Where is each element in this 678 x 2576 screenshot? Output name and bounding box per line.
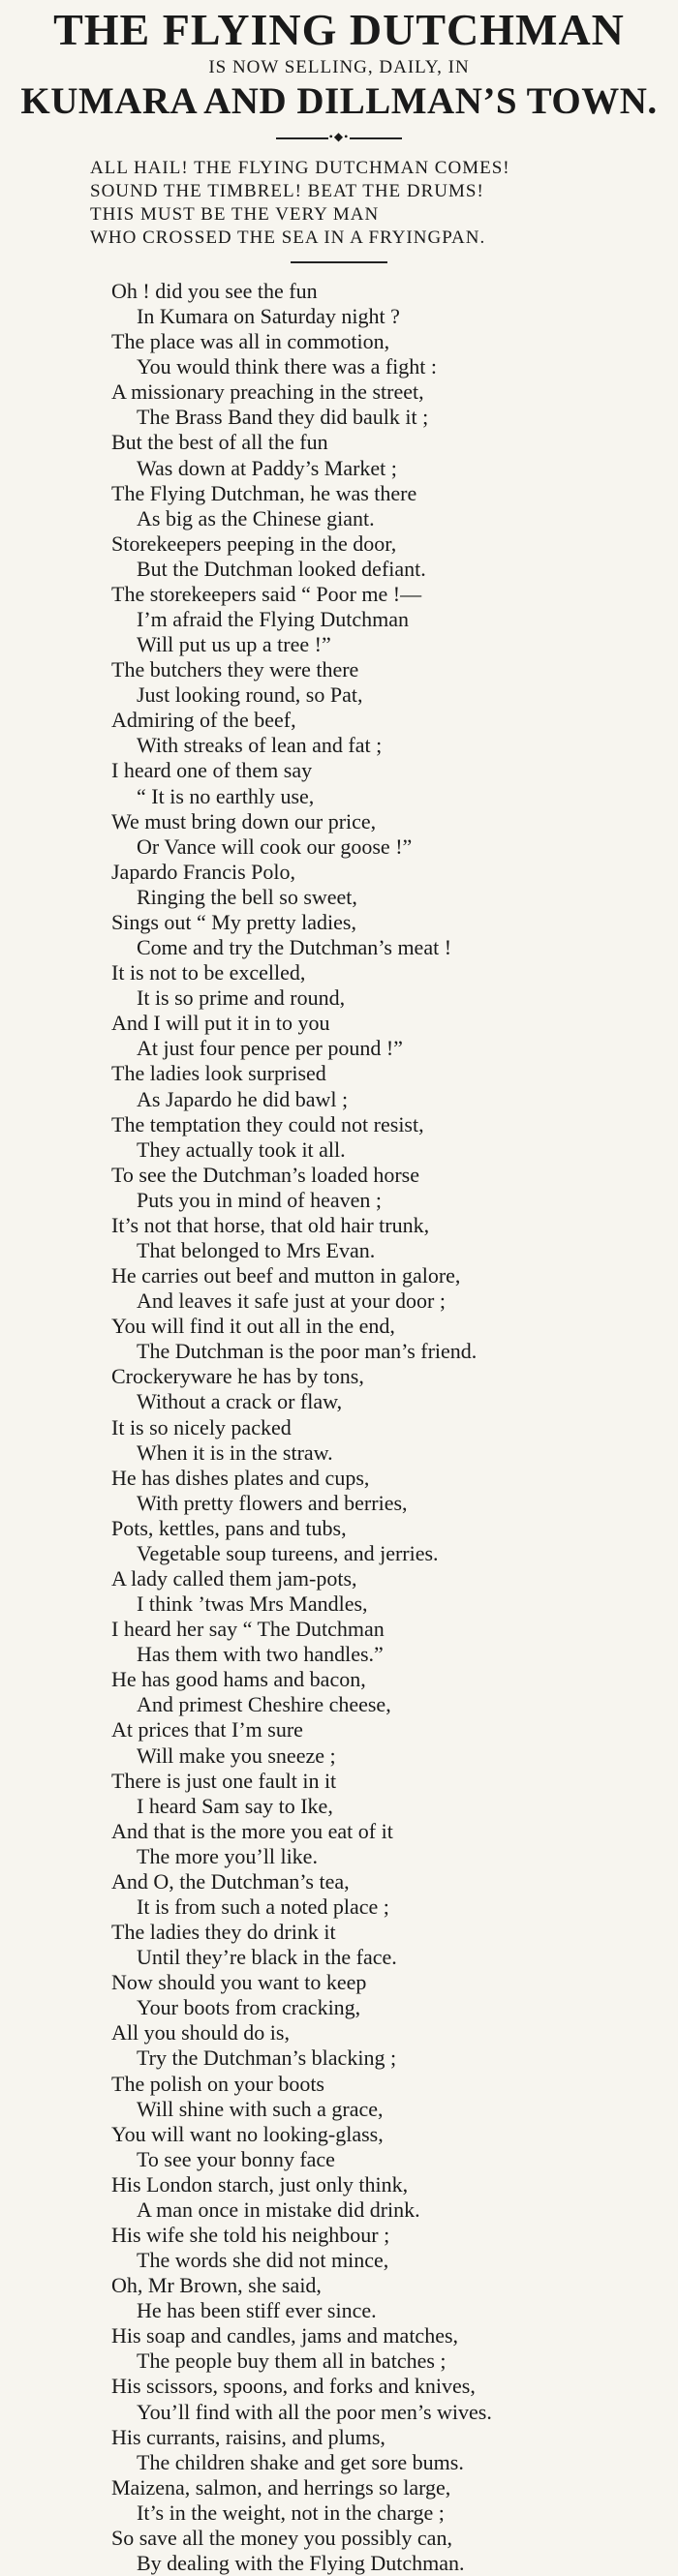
poem-line: The words she did not mince, [137,2248,389,2273]
poem-line: A man once in mistake did drink. [137,2197,420,2222]
poem-line: His wife she told his neighbour ; [111,2223,390,2248]
poem-line: The storekeepers said “ Poor me !— [111,581,422,606]
poem-line: Your boots from cracking, [137,1995,361,2020]
poem-line: To see your bonny face [137,2146,335,2171]
poem-line: To see the Dutchman’s loaded horse [111,1162,419,1187]
verse-line: SOUND THE TIMBREL! BEAT THE DRUMS! [90,181,484,201]
poem-line: It’s in the weight, not in the charge ; [137,2500,445,2525]
poem-line: As Japardo he did bawl ; [137,1086,349,1111]
location-heading: KUMARA AND DILLMAN’S TOWN. [20,80,658,122]
poem-line: And I will put it in to you [111,1011,330,1036]
poem-line: Will make you sneeze ; [137,1743,336,1768]
poem-line: Maizena, salmon, and herrings so large, [111,2474,451,2500]
verse-line: WHO CROSSED THE SEA IN A FRYINGPAN. [90,227,486,248]
poem-line: He has dishes plates and cups, [111,1465,370,1490]
poem-line: The ladies look surprised [111,1061,326,1086]
section-rule [291,261,387,263]
poem-line: We must bring down our price, [111,808,377,833]
verse-line: ALL HAIL! THE FLYING DUTCHMAN COMES! [90,158,510,178]
poem-line: Without a crack or flaw, [137,1389,343,1414]
poem-line: A missionary preaching in the street, [111,379,424,405]
poem-line: Puts you in mind of heaven ; [137,1187,382,1212]
poem-line: The Dutchman is the poor man’s friend. [137,1339,478,1364]
poem-line: That belonged to Mrs Evan. [137,1237,376,1262]
poem-line: With pretty flowers and berries, [137,1490,408,1515]
poem-line: The more you’ll like. [137,1843,318,1868]
poem-line: The Brass Band they did baulk it ; [137,405,429,430]
poem-line: The people buy them all in batches ; [137,2349,447,2374]
poem-body [111,279,678,2576]
poem-line: Ringing the bell so sweet, [137,884,357,909]
poem-line: The butchers they were there [111,657,359,682]
poem-line: I heard Sam say to Ike, [137,1793,333,1818]
poem-line: The children shake and get sore bums. [137,2449,464,2474]
verse-line: THIS MUST BE THE VERY MAN [90,204,380,225]
poem-line: You would think there was a fight : [137,354,438,379]
poem-line: By dealing with the Flying Dutchman. [137,2551,465,2576]
poem-line: And leaves it safe just at your door ; [137,1288,446,1314]
poem-line: I think ’twas Mrs Mandles, [137,1591,368,1617]
poem-line: Now should you want to keep [111,1970,367,1995]
poem-line: At prices that I’m sure [111,1717,303,1743]
poem-line: As big as the Chinese giant. [137,505,375,530]
poem-line: Just looking round, so Pat, [137,682,363,708]
poem-line: His currants, raisins, and plums, [111,2424,385,2449]
poem-line: Until they’re black in the face. [137,1945,397,1970]
poem-line: Try the Dutchman’s blacking ; [137,2046,397,2071]
poem-line: He carries out beef and mutton in galore, [111,1263,461,1288]
poem-line: Sings out “ My pretty ladies, [111,909,356,934]
poem-line: It is not to be excelled, [111,960,306,985]
poem-line: It is so nicely packed [111,1414,292,1440]
poem-line: All you should do is, [111,2020,290,2046]
poem-line: So save all the money you possibly can, [111,2525,452,2550]
poem-line: His scissors, spoons, and forks and knives, [111,2374,476,2399]
poem-line: Storekeepers peeping in the door, [111,530,397,556]
poem-line: Japardo Francis Polo, [111,859,296,884]
poem-line: His soap and candles, jams and matches, [111,2323,459,2349]
poem-line: Oh ! did you see the fun [111,279,318,303]
poem-line: I’m afraid the Flying Dutchman [137,607,410,632]
poem-line: They actually took it all. [137,1136,346,1162]
poem-line: Was down at Paddy’s Market ; [137,455,397,480]
poem-line: His London starch, just only think, [111,2171,409,2197]
poem-line: I heard her say “ The Dutchman [111,1617,385,1642]
poem-line: It is so prime and round, [137,985,346,1011]
poem-line: Will shine with such a grace, [137,2096,384,2121]
poem-line: Crockeryware he has by tons, [111,1364,364,1389]
poem-line: The polish on your boots [111,2071,324,2096]
poem-line: With streaks of lean and fat ; [137,733,383,758]
poem-line: I heard one of them say [111,758,313,783]
page-subtitle: IS NOW SELLING, DAILY, IN [208,57,470,77]
poem-line: The temptation they could not resist, [111,1111,424,1136]
poem-line: Come and try the Dutchman’s meat ! [137,935,452,960]
poem-line: A lady called them jam-pots, [111,1565,357,1591]
poem-line: At just four pence per pound !” [137,1036,403,1061]
page-title: THE FLYING DUTCHMAN [53,5,625,54]
poem-line: It is from such a noted place ; [137,1894,389,1919]
poem-line: Admiring of the beef, [111,708,296,733]
intro-verse [90,157,678,250]
poem-line: But the Dutchman looked defiant. [137,556,426,581]
poem-line: The ladies they do drink it [111,1920,336,1945]
poem-line: When it is in the straw. [137,1440,333,1465]
poem-line: In Kumara on Saturday night ? [137,304,400,329]
poem-line: The Flying Dutchman, he was there [111,480,417,505]
poem-line: He has been stiff ever since. [137,2298,377,2323]
poem-line: He has good hams and bacon, [111,1667,366,1692]
poem-line: The place was all in commotion, [111,329,390,354]
poem-line: Or Vance will cook our goose !” [137,833,413,859]
poem-line: It’s not that horse, that old hair trunk, [111,1212,430,1237]
poem-line: There is just one fault in it [111,1768,337,1793]
poem-line: But the best of all the fun [111,430,328,455]
poem-line: You’ll find with all the poor men’s wives. [137,2399,492,2424]
poem-line: You will want no looking-glass, [111,2121,384,2146]
poem-line: Oh, Mr Brown, she said, [111,2273,322,2298]
poem-line: “ It is no earthly use, [137,783,315,808]
poem-line: You will find it out all in the end, [111,1314,395,1339]
poem-line: Will put us up a tree !” [137,632,331,657]
poem-line: Pots, kettles, pans and tubs, [111,1515,347,1540]
ornament-divider: •◆• [276,134,402,143]
poem-line: Has them with two handles.” [137,1642,384,1667]
poem-line: And O, the Dutchman’s tea, [111,1868,350,1894]
poem-line: Vegetable soup tureens, and jerries. [137,1540,439,1565]
poem-line: And primest Cheshire cheese, [137,1692,391,1717]
poem-line: And that is the more you eat of it [111,1818,393,1843]
